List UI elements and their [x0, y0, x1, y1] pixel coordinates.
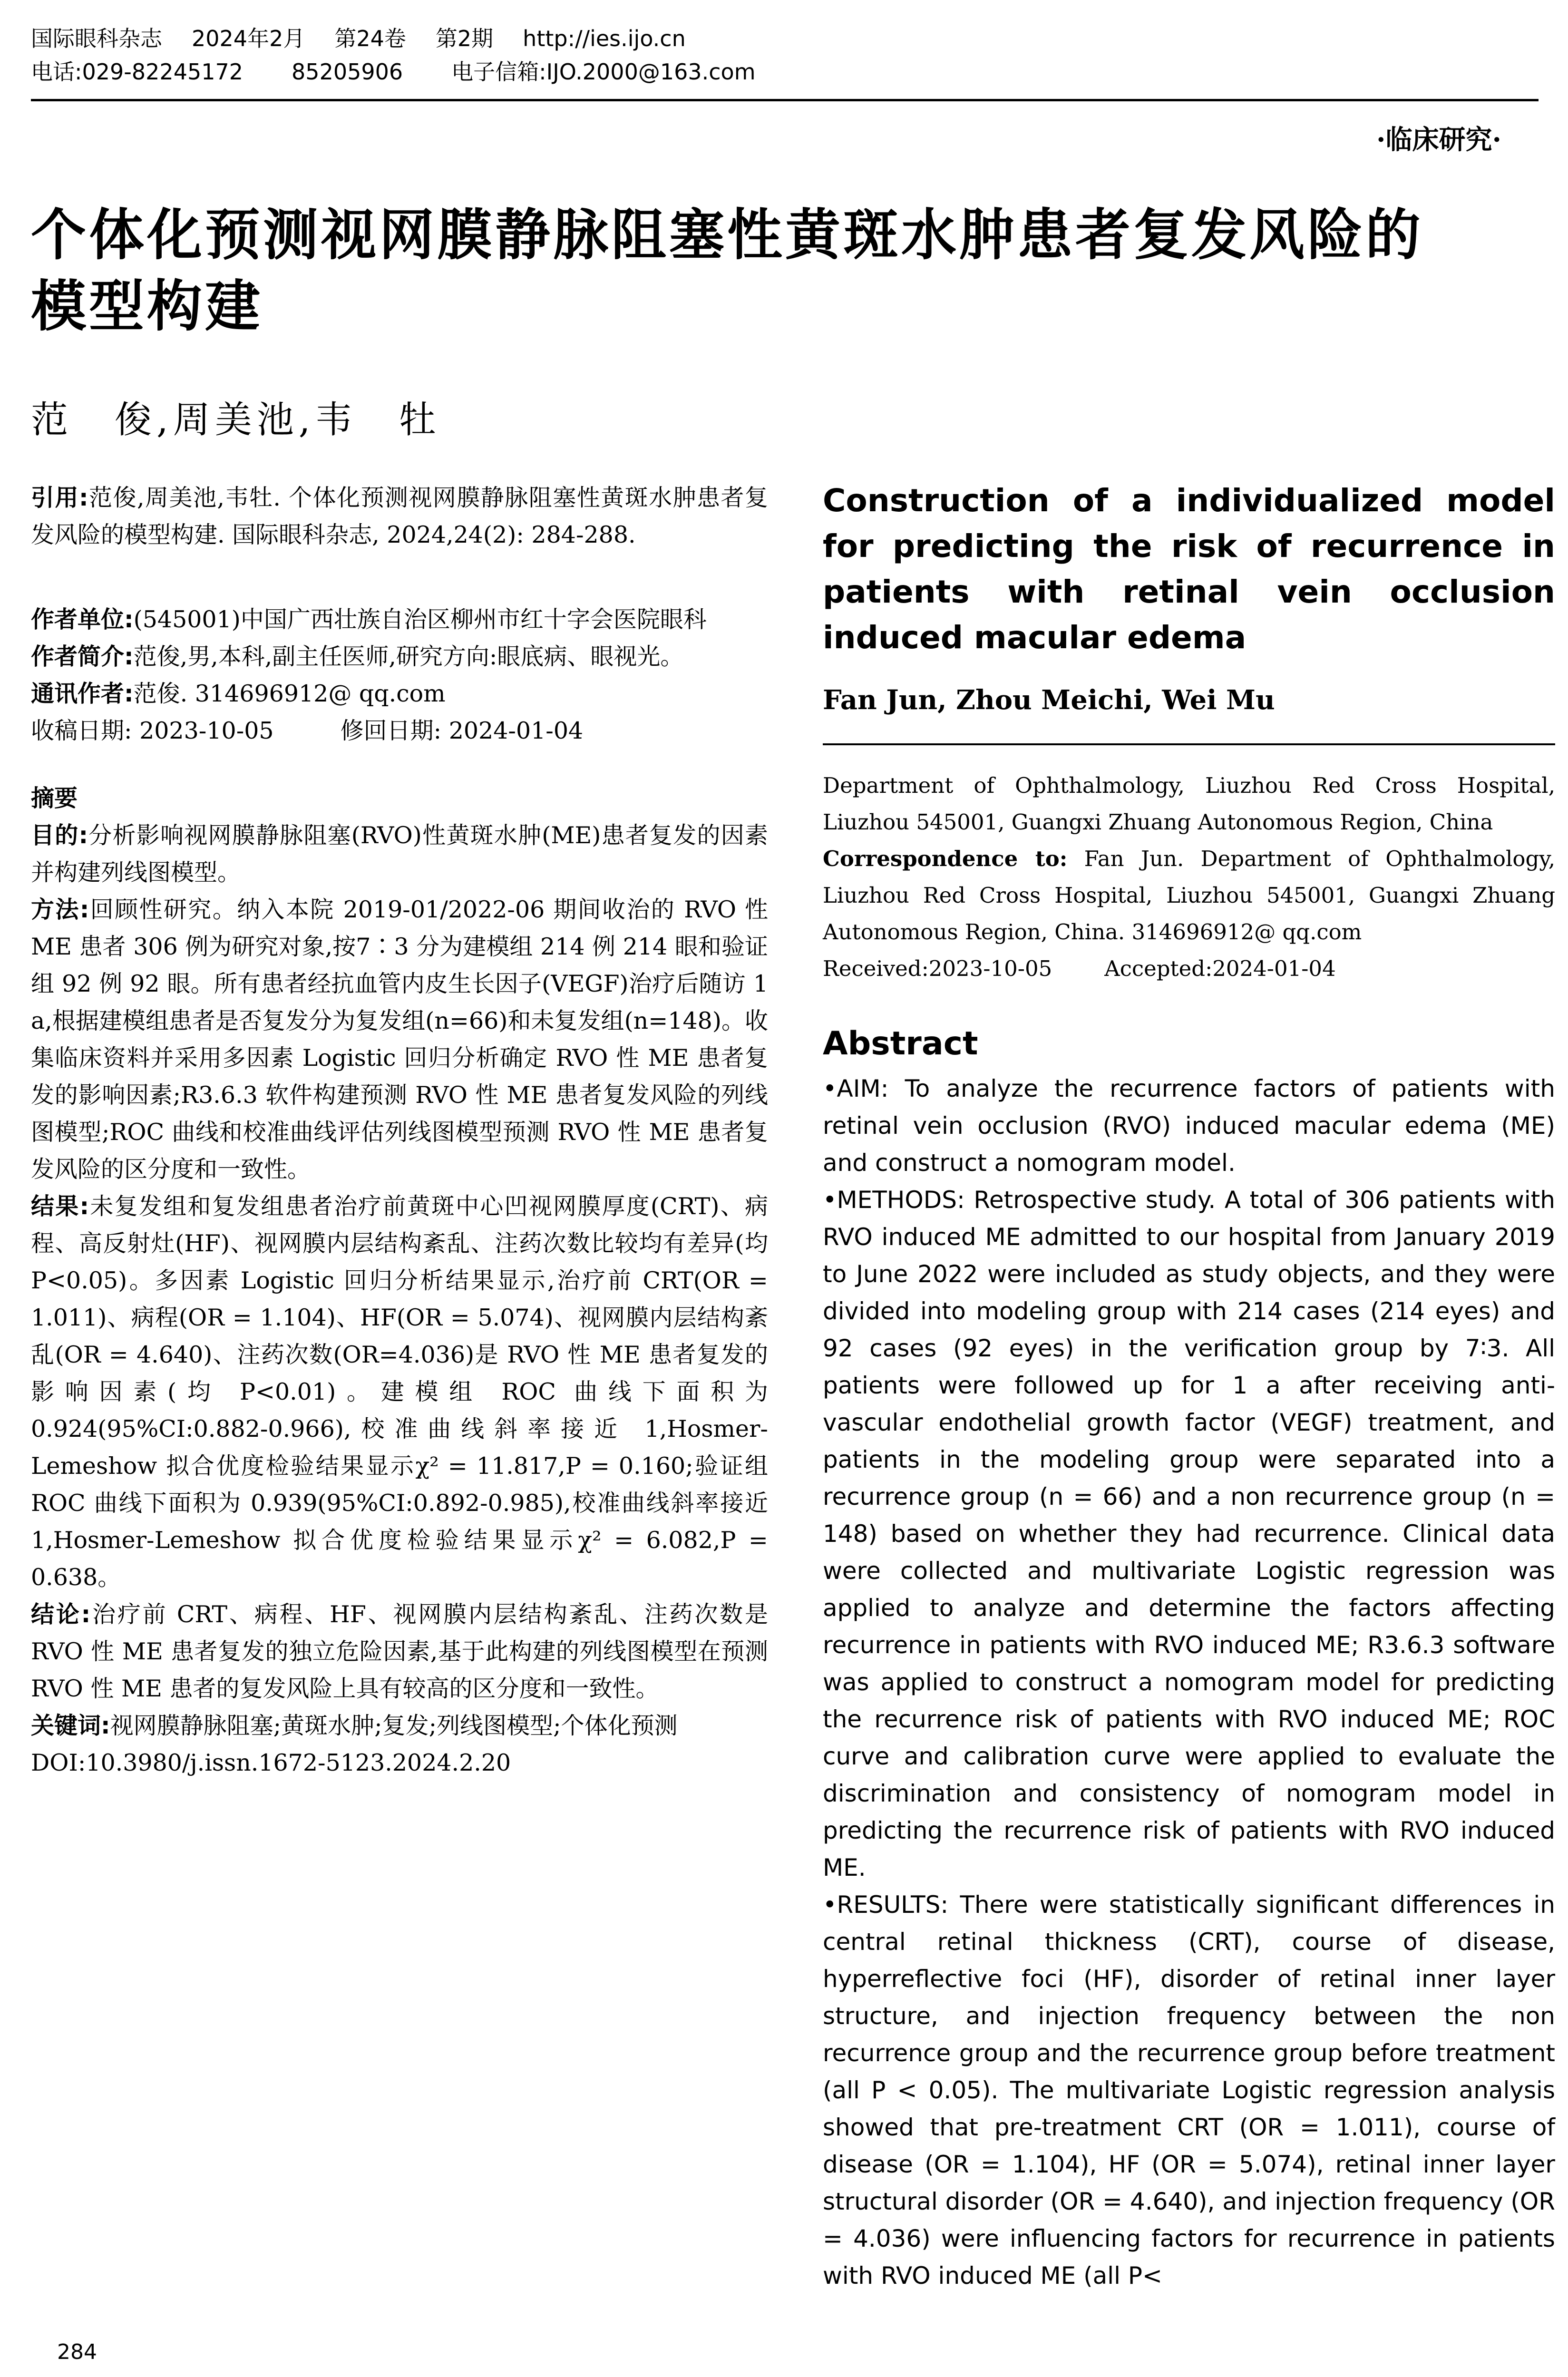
page-number: 284 — [57, 2340, 97, 2364]
methods-text-en: Retrospective study. A total of 306 patients with RVO induced ME admitted to our hospital from January 2019 to June 2022 were included as study objects, and they were divided into modeling group with 214 cases (214 eyes) and 92 cases (92 eyes) in the verification group by 7∶3. All patients were followed up for 1 a after receiving anti-vascular endothelial growth factor (VEGF) treatment, and patients in the modeling group were separated into a recurrence group (n = 66) and a non recurrence group (n = 148) based on whether they had recurrence. Clinical data were collected and multivariate Logistic regression was applied to analyze and determine the factors affecting recurrence in patients with RVO induced ME; R3.6.3 software was applied to construct a nomogram model for predicting the recurrence risk of patients with RVO induced ME; ROC curve and calibration curve were applied to evaluate the discrimination and consistency of nomogram model in predicting the recurrence risk of patients with RVO induced ME. — [823, 1186, 1555, 1881]
issue-number: 第2期 — [435, 26, 494, 51]
dates-en — [823, 950, 1555, 987]
accepted-date-en: Accepted:2024-01-04 — [1104, 956, 1336, 981]
dates-cn — [31, 712, 768, 750]
corr-label: 通讯作者: — [31, 680, 134, 707]
bio-label: 作者简介: — [31, 643, 134, 670]
abstract-heading-cn: 摘要 — [31, 785, 78, 812]
results-cn — [31, 1188, 768, 1596]
methods-cn — [31, 891, 768, 1188]
phone: 电话:029-82245172 — [31, 59, 243, 85]
chinese-info-column — [31, 479, 768, 1782]
affiliation — [31, 601, 768, 638]
conclusion-cn — [31, 1596, 768, 1707]
department: Department of Ophthalmology, Liuzhou Red Cross Hospital, Liuzhou 545001, Guangxi Zhuang Autonomous Region, China — [823, 773, 1555, 835]
conclusion-text-cn: 治疗前 CRT、病程、HF、视网膜内层结构紊乱、注药次数是 RVO 性 ME 患者复发的独立危险因素,基于此构建的列线图模型在预测 RVO 性 ME 患者的复发风险上具有较高的区分度和一致性。 — [31, 1601, 768, 1702]
bio-text: 范俊,男,本科,副主任医师,研究方向:眼底病、眼视光。 — [133, 643, 684, 670]
keywords-text-cn: 视网膜静脉阻塞;黄斑水肿;复发;列线图模型;个体化预测 — [110, 1712, 678, 1739]
section-label: ·临床研究· — [1376, 124, 1501, 156]
journal-url[interactable]: http://ies.ijo.cn — [523, 26, 686, 51]
aim-text-en: To analyze the recurrence factors of patients with retinal vein occlusion (RVO) induced macular edema (ME) and construct a nomogram model. — [823, 1075, 1555, 1177]
citation-label: 引用: — [31, 484, 88, 511]
correspondence — [823, 840, 1555, 950]
english-title: Construction of a individualized model for predicting the risk of recurrence in patients with retinal vein occlusion induced macular edema — [823, 482, 1555, 656]
revised-date-cn: 修回日期: 2024-01-04 — [340, 717, 584, 744]
received-date-en: Received:2023-10-05 — [823, 956, 1052, 981]
affiliation-label: 作者单位: — [31, 606, 134, 633]
phone-alt: 85205906 — [292, 59, 403, 85]
citation — [31, 479, 768, 554]
aim-label-cn: 目的: — [31, 822, 88, 849]
aim-cn — [31, 817, 768, 891]
results-text-cn: 未复发组和复发组患者治疗前黄斑中心凹视网膜厚度(CRT)、病程、高反射灶(HF)、视网膜内层结构紊乱、注药次数比较均有差异(均 P<0.05)。多因素 Logistic 回归分析结果显示,治疗前 CRT(OR = 1.011)、病程(OR = 1.104)、HF(OR = 5.074)、视网膜内层结构紊乱(OR = 4.640)、注药次数(OR=4.036)是 RVO 性 ME 患者复发的影响因素(均 P<0.01)。建模组 ROC 曲线下面积为0.924(95%CI:0.882-0.966),校准曲线斜率接近 1,Hosmer-Lemeshow 拟合优度检验结果显示χ² = 11.817,P = 0.160;验证组 ROC 曲线下面积为 0.939(95%CI:0.892-0.985),校准曲线斜率接近 1,Hosmer-Lemeshow 拟合优度检验结果显示χ² = 6.082,P = 0.638。 — [31, 1193, 768, 1591]
results-label-cn: 结果: — [31, 1193, 89, 1220]
header-rule — [31, 99, 1539, 101]
results-text-en: There were statistically significant differences in central retinal thickness (CRT), course of disease, hyperreflective foci (HF), disorder of retinal inner layer structure, and injection frequency between the non recurrence group and the recurrence group before treatment (all P < 0.05). The multivariate Logistic regression analysis showed that pre-treatment CRT (OR = 1.011), course of disease (OR = 1.104), HF (OR = 5.074), retinal inner layer structural disorder (OR = 4.640), and injection frequency (OR = 4.036) were influencing factors for recurrence in patients with RVO induced ME (all P< — [823, 1891, 1555, 2289]
conclusion-label-cn: 结论: — [31, 1601, 91, 1628]
correspondence-text: Fan Jun. Department of Ophthalmology, Liuzhou Red Cross Hospital, Liuzhou 545001, Guangxi Zhuang Autonomous Region, China. 314696912@ qq.com — [823, 846, 1555, 945]
issue-date: 2024年2月 — [192, 26, 305, 51]
header-line-1 — [31, 22, 1539, 55]
keywords-label-cn: 关键词: — [31, 1712, 110, 1739]
corresponding-author — [31, 675, 768, 712]
citation-text: 范俊,周美池,韦牡. 个体化预测视网膜静脉阻塞性黄斑水肿患者复发风险的模型构建. 国际眼科杂志, 2024,24(2): 284-288. — [31, 484, 768, 548]
abstract-heading-en: Abstract — [823, 1025, 978, 1062]
english-info-column — [823, 478, 1555, 2294]
title-line-1: 个体化预测视网膜静脉阻塞性黄斑水肿患者复发风险的 — [31, 203, 1423, 267]
keywords-cn — [31, 1707, 768, 1744]
aim-text-cn: 分析影响视网膜静脉阻塞(RVO)性黄斑水肿(ME)患者复发的因素并构建列线图模型。 — [31, 822, 768, 886]
header-line-2 — [31, 55, 1539, 88]
results-label-en: •RESULTS: — [823, 1891, 949, 1919]
received-date-cn: 收稿日期: 2023-10-05 — [31, 717, 274, 744]
results-en — [823, 1886, 1555, 2294]
author-bio — [31, 638, 768, 675]
english-abstract — [823, 1070, 1555, 2294]
english-header-rule — [823, 743, 1555, 745]
volume: 第24卷 — [334, 26, 406, 51]
aim-label-en: •AIM: — [823, 1075, 889, 1102]
affiliation-text: (545001)中国广西壮族自治区柳州市红十字会医院眼科 — [133, 606, 707, 633]
correspondence-label: Correspondence to: — [823, 846, 1068, 871]
methods-label-en: •METHODS: — [823, 1186, 965, 1214]
author-list-cn: 范 俊,周美池,韦 牡 — [31, 399, 441, 441]
methods-en — [823, 1181, 1555, 1886]
english-affiliation-block — [823, 767, 1555, 987]
email[interactable]: 电子信箱:IJO.2000@163.com — [451, 59, 756, 85]
methods-label-cn: 方法: — [31, 896, 89, 923]
journal-name: 国际眼科杂志 — [31, 26, 162, 51]
doi[interactable]: DOI:10.3980/j.issn.1672-5123.2024.2.20 — [31, 1749, 511, 1776]
methods-text-cn: 回顾性研究。纳入本院 2019-01/2022-06 期间收治的 RVO 性 ME 患者 306 例为研究对象,按7∶3 分为建模组 214 例 214 眼和验证组 92 例 92 眼。所有患者经抗血管内皮生长因子(VEGF)治疗后随访 1 a,根据建模组患者是否复发分为复发组(n=66)和未复发组(n=148)。收集临床资料并采用多因素 Logistic 回归分析确定 RVO 性 ME 患者复发的影响因素;R3.6.3 软件构建预测 RVO 性 ME 患者复发风险的列线图模型;ROC 曲线和校准曲线评估列线图模型预测 RVO 性 ME 患者复发风险的区分度和一致性。 — [31, 896, 768, 1183]
title-line-2: 模型构建 — [31, 274, 263, 339]
english-authors: Fan Jun, Zhou Meichi, Wei Mu — [823, 684, 1275, 716]
article-title — [31, 200, 1539, 342]
aim-en — [823, 1070, 1555, 1181]
corr-text: 范俊. 314696912@ qq.com — [133, 680, 446, 707]
journal-header — [31, 22, 1539, 88]
